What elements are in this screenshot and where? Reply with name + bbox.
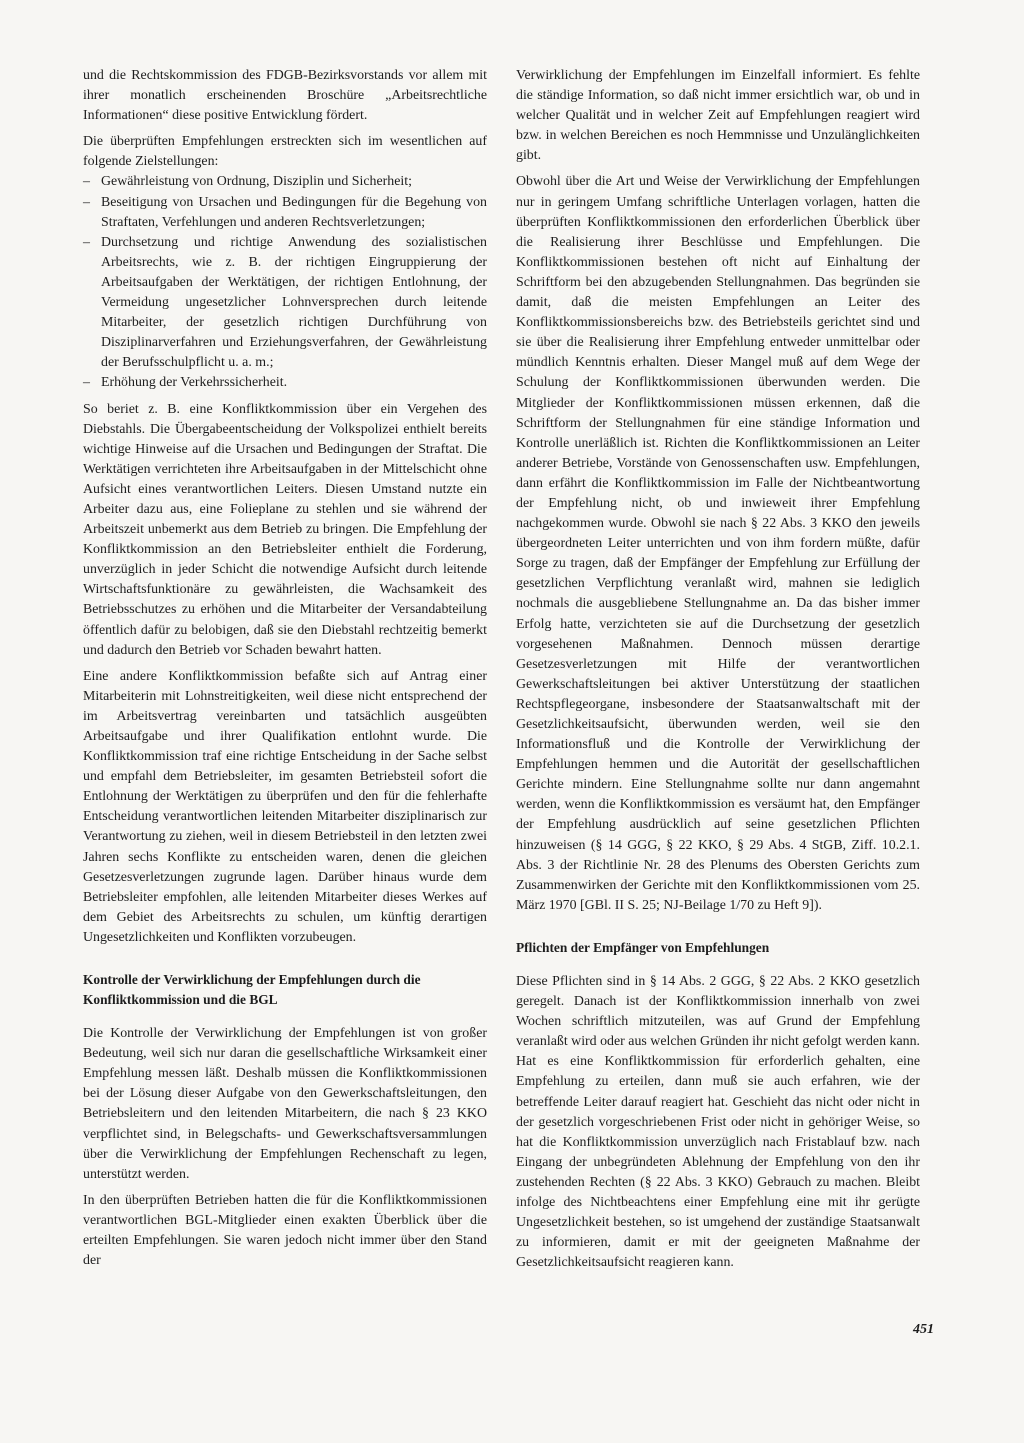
list-item: – Beseitigung von Ursachen und Bedingungen für die Begehung von Straftaten, Verfehlungen und anderen Rechtsverletzungen; xyxy=(83,193,487,233)
paragraph-goals-intro: Die überprüften Empfehlungen erstreckten sich im wesentlichen auf folgende Zielstellungen: xyxy=(83,134,487,170)
section-heading-control: Kontrolle der Verwirklichung der Empfehlungen durch die Konfliktkommission und die BGL xyxy=(83,972,421,1008)
paragraph-written-form: Obwohl über die Art und Weise der Verwirklichung der Empfehlungen nur in geringem Umfang schriftliche Unterlagen vorlagen, hatten die überprüften Konfliktkommissionen den erforderlichen Überblick über die Realisierung ihrer Beschlüsse und Empfehlungen. Die Konfliktkommissionen bestehen oft nicht auf Einhaltung der Schriftform bei den abzugebenden Stellungnahmen. Das begründen sie damit, daß die meisten Empfehlungen an Leiter des Konfliktkommissionsbereichs bzw. des Betriebsteils gerichtet sind und sie über die Realisierung ihrer Empfehlung entweder unmittelbar oder mündlich Kenntnis erhalten. Dieser Mangel muß auf dem Wege der Schulung der Konfliktkommissionen überwunden werden. Die Mitglieder der Konfliktkommissionen müssen erkennen, daß die Schriftform der Stellungnahmen für eine ständige Information und Kontrolle unerläßlich ist. Richten die Konfliktkommissionen an Leiter anderer Betriebe, Vorstände von Genossenschaften usw. Empfehlungen, dann erfährt die Konfliktkommission im Falle der Nichtbeantwortung der Empfehlung nicht, ob und inwieweit ihrer Empfehlung nachgekommen wurde. Obwohl sie nach § 22 Abs. 3 KKO den jeweils übergeordneten Leiter unterrichten und von ihm fordern müßte, dafür Sorge zu tragen, daß der Empfänger der Empfehlung zur Erfüllung der gesetzlichen Verpflichtung veranlaßt wird, mahnen sie lediglich nochmals die ausgebliebene Stellungnahme an. Da das bisher immer Erfolg hatte, verzichteten sie auf die Durchsetzung der gesetzlich vorgesehenen Maßnahmen. Dennoch müssen derartige Gesetzesverletzungen mit Hilfe der verantwortlichen Gewerkschaftsleitungen bei aktiver Unterstützung der staatlichen Rechtspflegeorgane, insbesondere der Staatsanwaltschaft mit der Gesetzlichkeitsaufsicht, überwunden werden, weil sie den Informationsfluß und die Kontrolle der Verwirklichung der Empfehlungen hemmen und die Autorität der gesellschaftlichen Gerichte mindern. Eine Stellungnahme sollte nur dann angemahnt werden, wenn die Konfliktkommission es versäumt hat, den Empfänger der Empfehlung ausdrücklich auf seine gesetzlichen Pflichten hinzuweisen (§ 14 GGG, § 22 KKO, § 29 Abs. 4 StGB, Ziff. 10.2.1. Abs. 3 der Richtlinie Nr. 28 des Plenums des Obersten Gerichts zum Zusammenwirken der Gerichte mit den Konfliktkommissionen vom 25. März 1970 [GBl. II S. 25; NJ-Beilage 1/70 zu Heft 9]). xyxy=(516,174,920,913)
paragraph-example-theft: So beriet z. B. eine Konfliktkommission über ein Vergehen des Diebstahls. Die Übergabeentscheidung der Volkspolizei enthielt bereits wichtige Hinweise auf die Ursachen und Bedingungen der Straftat. Die Werktätigen verrichteten ihre Arbeitsaufgaben in der Mittelschicht ohne Aufsicht eines verantwortlichen Leiters. Diesen Umstand nutzte ein Arbeiter dazu aus, eine Folieplane zu stehlen und sie während der Arbeitszeit unbemerkt aus dem Betrieb zu bringen. Die Empfehlung der Konfliktkommission an den Betriebsleiter enthielt die Forderung, unverzüglich in jeder Schicht die notwendige Aufsicht durch leitende Wirtschaftsfunktionäre zu gewährleisten, die Wachsamkeit des Betriebsschutzes zu erhöhen und die Mitarbeiter der Versandabteilung öffentlich dafür zu belobigen, daß sie den Diebstahl rechtzeitig bemerkt und dadurch den Betrieb vor Schaden bewahrt hatten. xyxy=(83,401,487,658)
paragraph-intro: und die Rechtskommission des FDGB-Bezirksvorstands vor allem mit ihrer monatlich erscheinenden Broschüre „Arbeitsrechtliche Informationen“ diese positive Entwicklung fördert. xyxy=(83,68,487,124)
list-item: – Durchsetzung und richtige Anwendung des sozialistischen Arbeitsrechts, wie z. B. der richtigen Eingruppierung der Arbeitsaufgaben der Werktätigen, der richtigen Entlohnung, der Vermeidung ungesetzlicher Lohnversprechen durch leitende Mitarbeiter, der gesetzlich richtigen Durchführung von Disziplinarverfahren und Erziehungsverfahren, der Gewährleistung der Berufsschulpflicht u. a. m.; xyxy=(83,233,487,374)
left-column xyxy=(83,66,487,1271)
paragraph-control-1: Die Kontrolle der Verwirklichung der Empfehlungen ist von großer Bedeutung, weil sich nur daran die gesellschaftliche Wirksamkeit einer Empfehlung messen läßt. Deshalb müssen die Konfliktkommissionen bei der Lösung dieser Aufgabe von den Gewerkschaftsleitungen, den Betriebsleitern und den leitenden Mitarbeitern, die nach § 23 KKO verpflichtet sind, in Belegschafts- und Gewerkschaftsversammlungen über die Verwirklichung der Empfehlungen Rechenschaft zu legen, unterstützt werden. xyxy=(83,1026,487,1182)
right-column xyxy=(516,66,920,1273)
paragraph-continuation: Verwirklichung der Empfehlungen im Einzelfall informiert. Es fehlte die ständige Information, so daß nicht immer ersichtlich war, ob und in welcher Qualität und in welcher Zeit auf Empfehlungen reagiert wird bzw. in welchen Bereichen es noch Hemmnisse und Unzulänglichkeiten gibt. xyxy=(516,68,920,164)
list-item: – Gewährleistung von Ordnung, Disziplin und Sicherheit; xyxy=(83,172,487,192)
paragraph-duties: Diese Pflichten sind in § 14 Abs. 2 GGG, § 22 Abs. 2 KKO gesetzlich geregelt. Danach ist der Konfliktkommission innerhalb von zwei Wochen schriftlich mitzuteilen, was auf Grund der Empfehlung veranlaßt wird oder aus welchen Gründen ihr nicht gefolgt werden kann. Hat es eine Konfliktkommission für erforderlich gehalten, eine Empfehlung zu erteilen, dann muß sie auch erfahren, wie der betreffende Leiter darauf reagiert hat. Geschieht das nicht oder nicht in der gesetzlich vorgeschriebenen Frist oder nicht in gehöriger Weise, so hat die Konfliktkommission unverzüglich nach Fristablauf bzw. nach Eingang der unbegründeten Ablehnung der Empfehlung von den ihr zustehenden Rechten (§ 22 Abs. 3 KKO) Gebrauch zu machen. Bleibt infolge des Nichtbeachtens einer Empfehlung eine mit ihr gerügte Ungesetzlichkeit bestehen, so ist umgehend der zuständige Staatsanwalt zu informieren, damit er mit der geeigneten Maßnahme der Gesetzlichkeitsaufsicht reagieren kann. xyxy=(516,973,920,1271)
goals-list xyxy=(83,172,487,393)
page-number: 451 xyxy=(913,1322,934,1337)
paragraph-example-wages: Eine andere Konfliktkommission befaßte sich auf Antrag einer Mitarbeiterin mit Lohnstreitigkeiten, weil diese nicht entsprechend der im Arbeitsvertrag vereinbarten und tatsächlich ausgeübten Arbeitsaufgabe und ihrer Qualifikation entlohnt wurde. Die Konfliktkommission traf eine richtige Entscheidung in der Sache selbst und empfahl dem Betriebsleiter, im gesamten Betriebsteil sofort die Entlohnung der Werktätigen zu überprüfen und den für die fehlerhafte Entscheidung verantwortlichen leitenden Mitarbeiter disziplinarisch zur Verantwortung zu ziehen, weil in diesem Betriebsteil in den letzten zwei Jahren sechs Konflikte zu entscheiden waren, denen die gleichen Gesetzesverletzungen zugrunde lagen. Darüber hinaus wurde dem Betriebsleiter empfohlen, alle leitenden Mitarbeiter dieses Werkes auf dem Gebiet des Arbeitsrechts zu schulen, um künftig derartigen Ungesetzlichkeiten und Konflikten vorzubeugen. xyxy=(83,668,487,945)
paragraph-control-2: In den überprüften Betrieben hatten die für die Konfliktkommissionen verantwortlichen BGL-Mitglieder einen exakten Überblick über die erteilten Empfehlungen. Sie waren jedoch nicht immer über den Stand der xyxy=(83,1192,487,1269)
section-heading-duties: Pflichten der Empfänger von Empfehlungen xyxy=(516,939,770,955)
list-item: – Erhöhung der Verkehrssicherheit. xyxy=(83,373,487,393)
